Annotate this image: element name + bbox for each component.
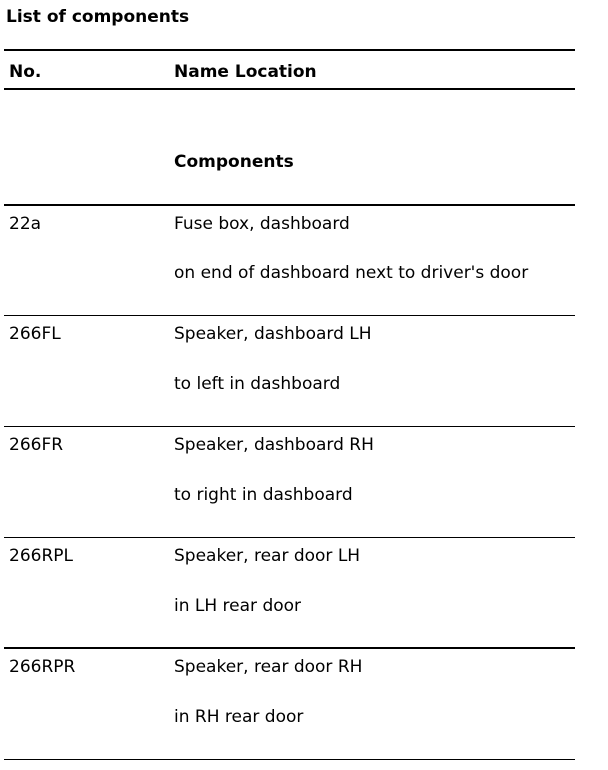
row-divider (4, 315, 575, 316)
component-number: 266FR (9, 435, 64, 455)
column-header-name-location: Name Location (174, 62, 317, 82)
column-header-no: No. (9, 62, 42, 82)
component-location: to left in dashboard (174, 374, 341, 394)
row-divider (4, 647, 575, 649)
component-name: Speaker, dashboard RH (174, 435, 374, 455)
section-title: Components (174, 152, 294, 172)
row-divider (4, 537, 575, 538)
component-number: 266FL (9, 324, 61, 344)
header-bottom-rule (4, 88, 575, 90)
component-name: Speaker, rear door LH (174, 546, 361, 566)
component-number: 266RPL (9, 546, 73, 566)
component-location: to right in dashboard (174, 485, 353, 505)
component-number: 22a (9, 214, 42, 234)
component-name: Speaker, dashboard LH (174, 324, 372, 344)
component-number: 266RPR (9, 657, 76, 677)
component-name: Fuse box, dashboard (174, 214, 350, 234)
component-location: on end of dashboard next to driver's door (174, 263, 529, 283)
table-bottom-rule (4, 759, 575, 760)
table-top-rule (4, 49, 575, 51)
component-name: Speaker, rear door RH (174, 657, 363, 677)
row-divider (4, 204, 575, 206)
component-location: in LH rear door (174, 596, 302, 616)
component-location: in RH rear door (174, 707, 304, 727)
page-title: List of components (6, 7, 190, 27)
row-divider (4, 426, 575, 427)
